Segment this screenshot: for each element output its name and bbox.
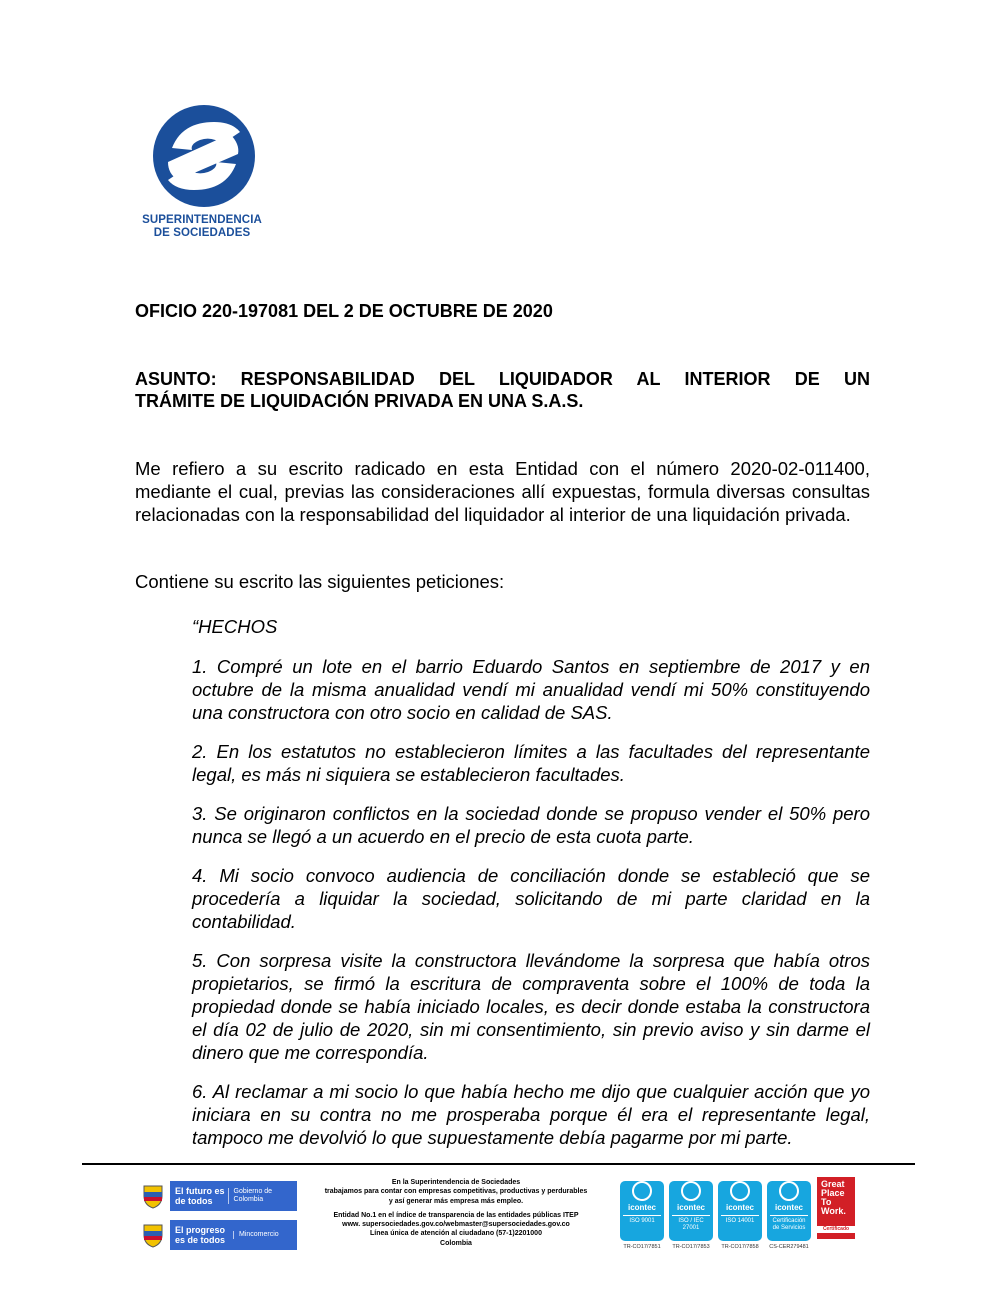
hecho-item: 3. Se originaron conflictos en la sociedad donde se propuso vender el 50% pero nunca se llegó a un acuerdo en el precio de esta cuota parte. [192,803,870,847]
supersociedades-emblem-icon [152,104,256,208]
footer-line: En la Superintendencia de Sociedades [391,1179,521,1186]
footer-web: www. supersociedades.gov.co/webmaster@supersociedades.gov.co [342,1221,570,1229]
gov1-left: El futuro es de todos [175,1186,225,1206]
footer-line: y así generar más empresa más empleo. [388,1197,524,1205]
icontec-icon [632,1181,652,1201]
cert-code: TR-CO17/7851 [623,1244,661,1250]
hecho-item: 1. Compré un lote en el barrio Eduardo Santos en septiembre de 2017 y en octubre de la misma anualidad vendí mi anualidad vendí mi 50% constituyendo una constructora con otro socio en calidad de SAS. [192,656,870,723]
icontec-cert-9001 [620,1177,664,1250]
gov-banner-futuro [142,1181,297,1211]
footer-line: Entidad No.1 en el índice de transparencia de las entidades públicas ITEP [333,1211,579,1219]
oficio-title: OFICIO 220-197081 DEL 2 DE OCTUBRE DE 2020 [135,301,553,321]
asunto-label: ASUNTO: [135,369,217,389]
asunto-line1: RESPONSABILIDAD DEL LIQUIDADOR AL INTERIOR DE UN [240,369,870,389]
footer-divider [82,1163,915,1165]
icontec-icon [730,1181,750,1201]
footer-phone: Línea única de atención al ciudadano (57-1)2201000 [370,1230,542,1238]
colombia-shield-icon [142,1222,164,1248]
logo-line2: DE SOCIEDADES [153,227,251,239]
hecho-item: 5. Con sorpresa visite la constructora llevándome la sorpresa que había otros propietarios, se firmó la escritura de compraventa sobre el 100% de toda la propiedad donde se había iniciado locales, es decir donde estaba la constructora el día 02 de julio de 2020, sin mi consentimiento, sin previo aviso y sin darme el dinero que me correspondía. [192,950,870,1063]
hecho-item: 4. Mi socio convoco audiencia de conciliación donde se estableció que se procedería a liquidar la sociedad, solicitando de mi parte claridad en la contabilidad. [192,865,870,932]
gov2-left: El progreso es de todos [175,1225,226,1245]
footer-line: trabajamos para contar con empresas competitivas, productivas y perdurables [324,1188,588,1196]
cert-code: TR-CO17/7858 [721,1244,759,1250]
cert-brand: icontec [725,1203,754,1212]
icontec-cert-servicios [767,1177,811,1250]
cert-code: TR-CO17/7853 [672,1244,710,1250]
superintendencia-logo [134,104,274,240]
gov1-right: Gobierno de Colombia [228,1188,297,1204]
gptw-band: Certificado [817,1226,855,1233]
cert-brand: icontec [676,1203,705,1212]
cert-standard: ISO 9001 [623,1215,661,1225]
gptw-text: Great Place To Work. [821,1179,846,1216]
hechos-list [192,655,870,1165]
asunto [135,368,870,412]
cert-standard: ISO 14001 [721,1215,759,1225]
gov-banner-progreso [142,1220,297,1250]
logo-line1: SUPERINTENDENCIA [142,214,262,226]
intro-paragraph: Me refiero a su escrito radicado en esta Entidad con el número 2020-02-011400, mediante el cual, previas las consideraciones allí expuestas, formula diversas consultas relacionadas con la responsabilidad del liquidador al interior de una liquidación privada. [135,458,870,525]
contiene-paragraph: Contiene su escrito las siguientes peticiones: [135,571,505,592]
asunto-line2: TRÁMITE DE LIQUIDACIÓN PRIVADA EN UNA S.A.S. [135,391,584,411]
footer-info [300,1178,612,1248]
great-place-to-work-badge [817,1177,855,1239]
cert-standard: Certificación de Servicios [770,1215,808,1232]
cert-code: CS-CER279481 [769,1244,809,1250]
cert-brand: icontec [627,1203,656,1212]
icontec-icon [779,1181,799,1201]
icontec-icon [681,1181,701,1201]
cert-brand: icontec [774,1203,803,1212]
hechos-title: “HECHOS [192,616,278,637]
icontec-cert-14001 [718,1177,762,1250]
cert-standard: ISO / IEC 27001 [672,1215,710,1232]
footer-country: Colombia [440,1239,472,1247]
hecho-item: 2. En los estatutos no establecieron límites a las facultades del representante legal, es más ni siquiera se establecieron facultades. [192,741,870,785]
colombia-shield-icon [142,1183,164,1209]
gov2-right: Mincomercio [233,1231,279,1239]
hecho-item: 6. Al reclamar a mi socio lo que había hecho me dijo que cualquier acción que yo iniciara en su contra no me prosperaba porque él era el representante legal, tampoco me devolvió lo que supuestamente debía pagarme por mi parte. [192,1081,870,1148]
icontec-cert-27001 [669,1177,713,1250]
